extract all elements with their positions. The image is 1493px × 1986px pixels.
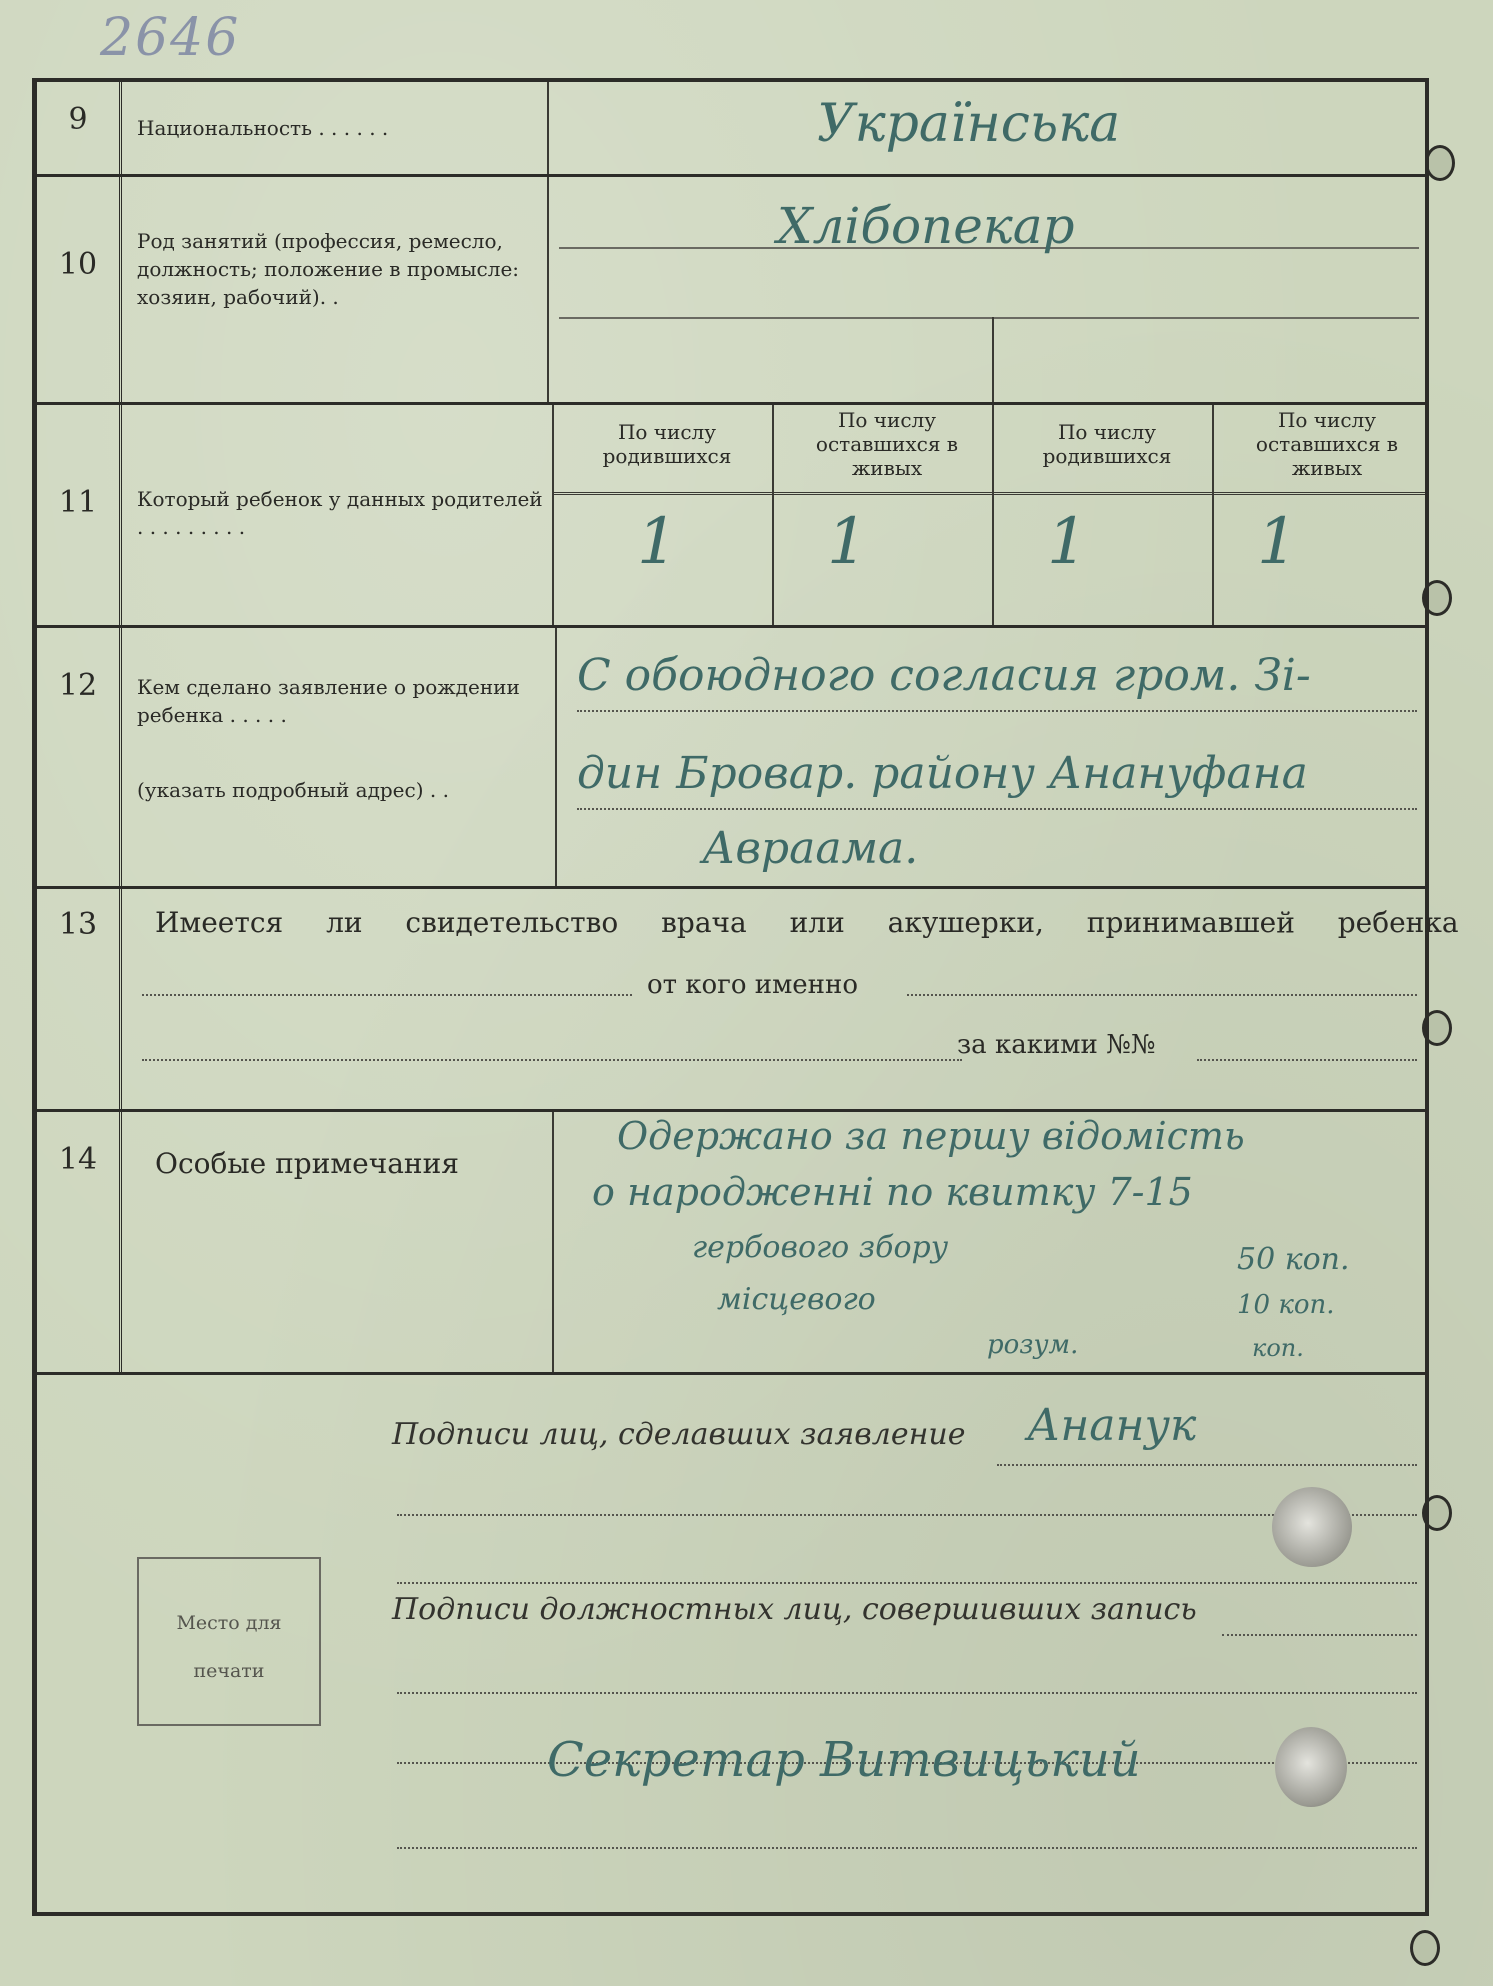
notes-line-4: місцевого (717, 1282, 876, 1317)
declarant-line-1: С обоюдного согласия гром. Зі- (577, 650, 1311, 701)
col-alive-header-1: По числу оставшихся в живых (815, 408, 959, 480)
stamp-place-line-2: печати (193, 1660, 265, 1682)
applicants-signature-label: Подписи лиц, сделавших заявление (392, 1417, 966, 1452)
col-alive-header-2: По числу оставшихся в живых (1255, 408, 1399, 480)
declarant-line-3: Авраама. (702, 823, 919, 874)
child-order-label: Который ребенок у данных родителей . . . . . . . . . (137, 487, 543, 539)
row-notes (37, 1112, 1425, 1375)
occupation-label: Род занятий (профессия, ремесло, должность; положение в промысле: хозяин, рабочий). . (137, 229, 520, 309)
certificate-from-whom: от кого именно (647, 970, 858, 1000)
row-occupation (37, 177, 1425, 405)
binder-hole (1410, 1930, 1440, 1966)
nationality-label: Национальность . . . . . . (137, 116, 389, 140)
row-number: 13 (58, 907, 98, 942)
row-child-order (37, 405, 1425, 628)
stamp-place-line-1: Место для (176, 1612, 282, 1634)
notes-label: Особые примечания (155, 1147, 459, 1180)
row-declarant (37, 628, 1425, 889)
notes-line-1: Одержано за першу відомість (617, 1114, 1245, 1158)
row-number: 10 (58, 247, 98, 282)
stamp-place (137, 1557, 321, 1726)
wax-seal (1272, 1487, 1352, 1567)
certificate-numbers: за какими №№ (957, 1030, 1156, 1060)
birth-record-form (32, 78, 1459, 1916)
notes-line-2: о народженні по квитку 7-15 (592, 1170, 1193, 1214)
row-nationality (37, 82, 1425, 177)
row-number: 11 (58, 485, 98, 520)
row-number: 14 (58, 1142, 98, 1177)
notes-line-5: розум. (987, 1330, 1079, 1360)
official-signature: Секретар Витвицький (547, 1732, 1141, 1788)
row-certificate (37, 889, 1459, 1112)
declarant-label: Кем сделано заявление о рождении ребенка . . . . . (137, 675, 520, 727)
binder-hole (1425, 145, 1455, 181)
value-born-1: 1 (637, 505, 678, 579)
notes-side-3: коп. (1252, 1334, 1304, 1362)
value-alive-2: 1 (1257, 505, 1298, 579)
archive-number: 2646 (100, 8, 241, 68)
declarant-line-2: дин Бровар. району Анануфана (577, 748, 1308, 799)
applicant-signature: Ананук (1027, 1400, 1197, 1451)
occupation-answer: Хлібопекар (777, 197, 1075, 255)
row-number: 12 (58, 668, 98, 703)
col-born-header-2: По числу родившихся (1042, 420, 1172, 468)
officials-signature-label: Подписи должностных лиц, совершивших запись (392, 1592, 1197, 1627)
col-born-header-1: По числу родившихся (602, 420, 732, 468)
value-alive-1: 1 (827, 505, 868, 579)
wax-seal (1275, 1727, 1347, 1807)
declarant-address-label: (указать подробный адрес) . . (137, 778, 449, 802)
notes-side-2: 10 коп. (1237, 1290, 1335, 1320)
certificate-question: Имеется ли свидетельство врача или акушерки, принимавшей ребенка (155, 906, 1459, 939)
notes-line-3: гербового збору (692, 1230, 949, 1265)
notes-side-1: 50 коп. (1237, 1242, 1350, 1277)
row-number: 9 (68, 102, 88, 137)
value-born-2: 1 (1047, 505, 1088, 579)
nationality-answer: Українська (817, 94, 1121, 154)
